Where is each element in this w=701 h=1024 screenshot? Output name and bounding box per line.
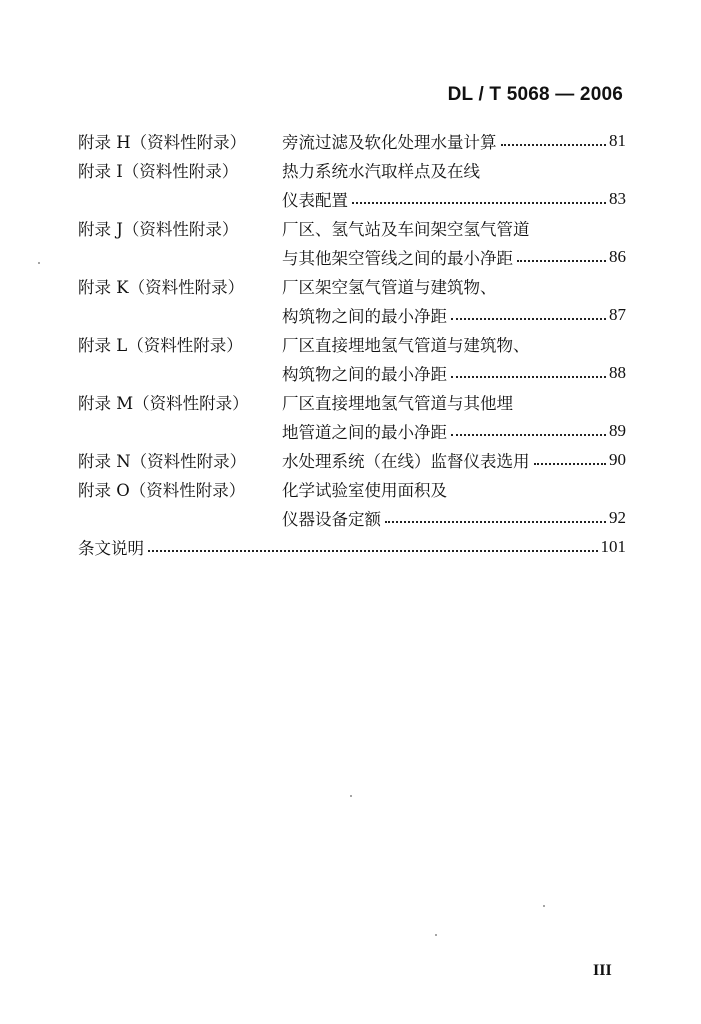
entry-title-continued: 构筑物之间的最小净距 xyxy=(282,307,447,326)
toc-entry-h[interactable] xyxy=(78,126,626,156)
toc-entry-k-continued[interactable] xyxy=(78,300,626,330)
toc-entry-k[interactable] xyxy=(78,271,626,301)
entry-title: 厂区、氢气站及车间架空氢气管道 xyxy=(282,220,530,239)
entry-title: 厂区直接埋地氢气管道与其他埋 xyxy=(282,394,513,413)
scan-speck xyxy=(350,795,352,797)
dot-leader xyxy=(517,260,606,262)
toc-entry-l[interactable] xyxy=(78,329,626,359)
toc-entry-j-continued[interactable] xyxy=(78,242,626,272)
appendix-label: 附录 K（资料性附录） xyxy=(78,278,245,297)
scan-speck xyxy=(543,905,545,907)
dot-leader xyxy=(534,463,607,465)
page-number: 81 xyxy=(609,131,626,150)
dot-leader xyxy=(148,550,598,552)
page-number: 89 xyxy=(609,421,626,440)
entry-title: 条文说明 xyxy=(78,539,144,558)
toc-entry-m-continued[interactable] xyxy=(78,416,626,446)
footer-page-number: III xyxy=(593,962,612,979)
toc-entry-i-continued[interactable] xyxy=(78,184,626,214)
entry-title-continued: 构筑物之间的最小净距 xyxy=(282,365,447,384)
toc-entry-l-continued[interactable] xyxy=(78,358,626,388)
entry-title: 热力系统水汽取样点及在线 xyxy=(282,162,480,181)
dot-leader xyxy=(501,144,607,146)
entry-title-continued: 地管道之间的最小净距 xyxy=(282,423,447,442)
page-number: 101 xyxy=(600,537,626,556)
appendix-label: 附录 H（资料性附录） xyxy=(78,133,247,152)
appendix-label: 附录 L（资料性附录） xyxy=(78,336,243,355)
appendix-label: 附录 M（资料性附录） xyxy=(78,394,249,413)
toc-entry-o[interactable] xyxy=(78,474,626,504)
appendix-label: 附录 O（资料性附录） xyxy=(78,481,246,500)
entry-title-continued: 仪表配置 xyxy=(282,191,348,210)
toc-entry-m[interactable] xyxy=(78,387,626,417)
page-number: 90 xyxy=(609,450,626,469)
appendix-label: 附录 J（资料性附录） xyxy=(78,220,239,239)
scan-speck xyxy=(38,262,40,264)
page-number: 92 xyxy=(609,508,626,527)
appendix-label: 附录 I（资料性附录） xyxy=(78,162,239,181)
dot-leader xyxy=(451,376,606,378)
dot-leader xyxy=(352,202,606,204)
toc-entry-i[interactable] xyxy=(78,155,626,185)
toc-entry-j[interactable] xyxy=(78,213,626,243)
standard-code-header: DL / T 5068 — 2006 xyxy=(447,84,623,105)
entry-title: 厂区直接埋地氢气管道与建筑物、 xyxy=(282,336,530,355)
dot-leader xyxy=(451,318,606,320)
toc-entry-explanation[interactable] xyxy=(78,532,626,562)
appendix-label: 附录 N（资料性附录） xyxy=(78,452,247,471)
scan-speck xyxy=(435,934,437,936)
entry-title-continued: 与其他架空管线之间的最小净距 xyxy=(282,249,513,268)
toc-entry-n[interactable] xyxy=(78,445,626,475)
page-number: 88 xyxy=(609,363,626,382)
entry-title: 厂区架空氢气管道与建筑物、 xyxy=(282,278,497,297)
entry-title: 旁流过滤及软化处理水量计算 xyxy=(282,133,497,152)
entry-title: 水处理系统（在线）监督仪表选用 xyxy=(282,452,530,471)
dot-leader xyxy=(451,434,606,436)
page-number: 86 xyxy=(609,247,626,266)
page-number: 83 xyxy=(609,189,626,208)
dot-leader xyxy=(385,521,606,523)
entry-title: 化学试验室使用面积及 xyxy=(282,481,447,500)
page-number: 87 xyxy=(609,305,626,324)
entry-title-continued: 仪器设备定额 xyxy=(282,510,381,529)
toc-entry-o-continued[interactable] xyxy=(78,503,626,533)
